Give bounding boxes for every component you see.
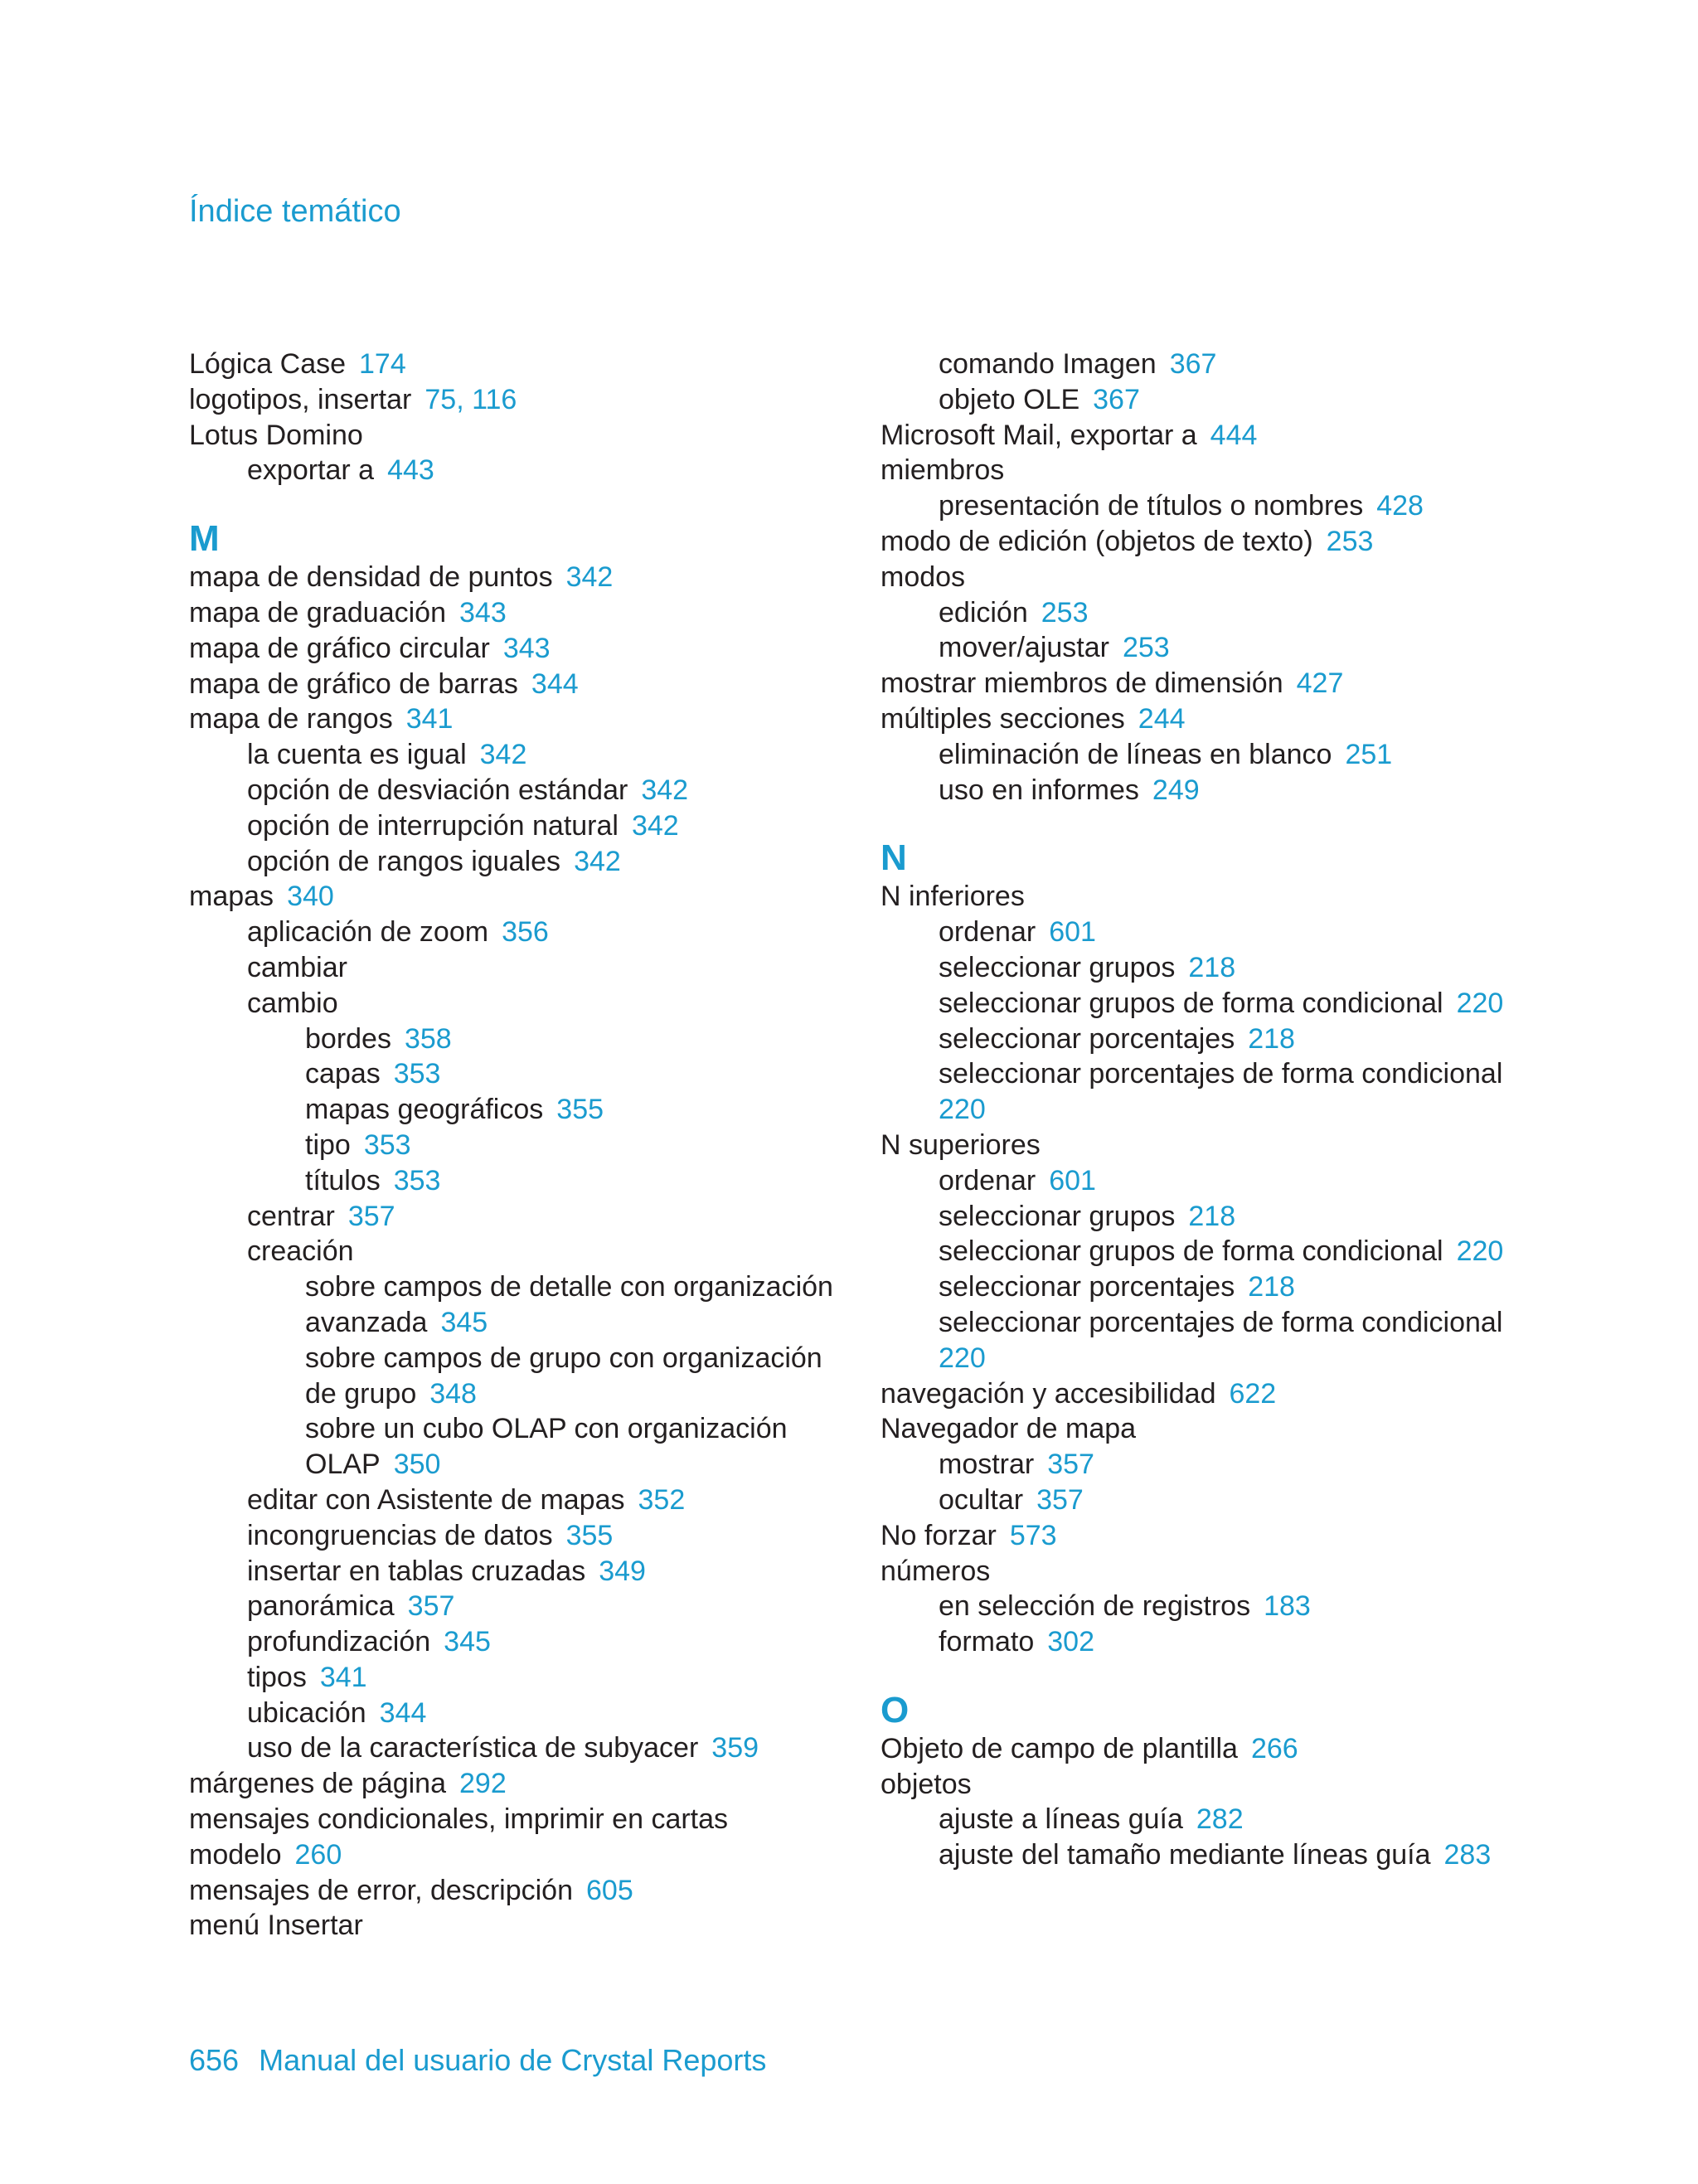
index-term: centrar bbox=[247, 1200, 335, 1232]
index-entry bbox=[881, 347, 1544, 382]
page-reference-link[interactable]: 249 bbox=[1152, 774, 1200, 806]
index-entry bbox=[189, 1128, 852, 1163]
index-term: seleccionar grupos de forma condicional bbox=[939, 987, 1443, 1019]
page-reference-link[interactable]: 367 bbox=[1169, 348, 1217, 380]
page-reference-link[interactable]: 342 bbox=[565, 561, 614, 594]
page-reference-link[interactable]: 353 bbox=[393, 1164, 441, 1196]
index-entry bbox=[881, 1128, 1544, 1163]
page-reference-link[interactable]: 349 bbox=[599, 1555, 646, 1587]
index-entry bbox=[189, 631, 852, 667]
index-entry bbox=[189, 1518, 852, 1554]
index-term: en selección de registros bbox=[939, 1590, 1251, 1623]
index-entry bbox=[881, 1837, 1544, 1873]
page-reference-link[interactable]: 352 bbox=[638, 1483, 686, 1516]
index-entry bbox=[881, 488, 1544, 524]
index-term: tipo bbox=[305, 1128, 351, 1161]
index-term: Lógica Case bbox=[189, 348, 347, 380]
page-footer bbox=[189, 2040, 766, 2081]
page-reference-link[interactable]: 283 bbox=[1443, 1839, 1492, 1871]
index-entry bbox=[881, 701, 1544, 737]
index-term: opción de interrupción natural bbox=[247, 809, 619, 842]
page-reference-link[interactable]: 220 bbox=[1456, 1235, 1504, 1268]
index-entry bbox=[189, 418, 852, 454]
index-entry bbox=[881, 453, 1544, 488]
page-number: 656 bbox=[189, 2043, 240, 2077]
index-entry bbox=[189, 1624, 852, 1660]
index-term: sobre campos de grupo con organización bbox=[305, 1342, 822, 1374]
index-entry bbox=[881, 1199, 1544, 1235]
index-entry bbox=[189, 1696, 852, 1731]
page-reference-link[interactable]: 357 bbox=[1047, 1449, 1094, 1481]
index-term: seleccionar grupos bbox=[939, 1200, 1176, 1232]
index-entry bbox=[881, 737, 1544, 773]
index-entry bbox=[881, 1092, 1544, 1128]
index-term: Navegador de mapa bbox=[881, 1413, 1137, 1445]
index-term: N superiores bbox=[881, 1128, 1041, 1161]
page-reference-link[interactable]: 355 bbox=[565, 1519, 614, 1551]
index-term: incongruencias de datos bbox=[247, 1519, 553, 1551]
index-entry bbox=[189, 1341, 852, 1376]
index-entry bbox=[189, 915, 852, 950]
index-column-left bbox=[189, 347, 852, 1944]
page-reference-link[interactable]: 220 bbox=[1456, 987, 1504, 1019]
index-entry bbox=[881, 382, 1544, 418]
index-entry bbox=[881, 950, 1544, 986]
index-term: números bbox=[881, 1555, 991, 1587]
index-entry bbox=[189, 1660, 852, 1696]
running-header: Índice temático bbox=[189, 194, 401, 229]
index-entry bbox=[881, 1305, 1544, 1341]
index-entry bbox=[881, 666, 1544, 701]
index-entry bbox=[881, 1056, 1544, 1092]
page-reference-link[interactable]: 357 bbox=[347, 1200, 395, 1232]
page-reference-link[interactable]: 218 bbox=[1188, 951, 1236, 983]
index-term: ordenar bbox=[939, 1164, 1036, 1196]
index-entry bbox=[189, 986, 852, 1022]
index-column-right bbox=[881, 347, 1544, 1873]
page-reference-link[interactable]: 266 bbox=[1250, 1732, 1298, 1764]
index-entry bbox=[189, 1908, 852, 1944]
index-term: Lotus Domino bbox=[189, 419, 363, 451]
index-term: uso de la característica de subyacer bbox=[247, 1732, 699, 1764]
index-term: insertar en tablas cruzadas bbox=[247, 1555, 586, 1587]
index-term: creación bbox=[247, 1235, 354, 1268]
index-entry bbox=[189, 773, 852, 808]
index-term: ajuste a líneas guía bbox=[939, 1803, 1183, 1836]
index-term: eliminación de líneas en blanco bbox=[939, 738, 1332, 770]
index-entry bbox=[189, 808, 852, 844]
index-entry bbox=[881, 879, 1544, 915]
page-reference-link[interactable]: 605 bbox=[586, 1874, 633, 1906]
page-reference-link[interactable]: 292 bbox=[459, 1768, 507, 1800]
index-entry bbox=[881, 524, 1544, 560]
index-term: ubicación bbox=[247, 1696, 366, 1729]
index-term: mapas geográficos bbox=[305, 1094, 544, 1126]
index-entry bbox=[189, 560, 852, 595]
page-reference-link[interactable]: 260 bbox=[294, 1838, 342, 1871]
index-term: ordenar bbox=[939, 916, 1036, 949]
index-term: logotipos, insertar bbox=[189, 383, 412, 415]
index-term: aplicación de zoom bbox=[247, 916, 489, 949]
page-reference-link[interactable]: 343 bbox=[502, 632, 551, 664]
index-term: mapas bbox=[189, 881, 274, 913]
index-term: navegación y accesibilidad bbox=[881, 1377, 1216, 1410]
page-reference-link[interactable]: 253 bbox=[1326, 525, 1374, 557]
index-entry bbox=[881, 1163, 1544, 1199]
page-reference-link[interactable]: 601 bbox=[1049, 916, 1096, 949]
index-entry bbox=[881, 1234, 1544, 1269]
page-reference-link[interactable]: 443 bbox=[387, 454, 434, 487]
index-term: de grupo bbox=[305, 1377, 417, 1410]
page-reference-link[interactable]: 344 bbox=[379, 1696, 427, 1729]
index-term: cambiar bbox=[247, 951, 347, 983]
index-entry bbox=[189, 595, 852, 631]
index-entry bbox=[189, 1730, 852, 1766]
index-entry bbox=[881, 1447, 1544, 1483]
page-reference-link[interactable]: 350 bbox=[393, 1449, 441, 1481]
index-entry bbox=[881, 915, 1544, 950]
page-reference-link[interactable]: 444 bbox=[1210, 419, 1258, 451]
page-reference-link[interactable]: 367 bbox=[1093, 383, 1140, 415]
page-reference-link[interactable]: 220 bbox=[939, 1094, 986, 1126]
index-entry bbox=[189, 1837, 852, 1873]
index-term: avanzada bbox=[305, 1306, 428, 1338]
index-term: ajuste del tamaño mediante líneas guía bbox=[939, 1839, 1431, 1871]
index-term: uso en informes bbox=[939, 774, 1139, 806]
index-entry bbox=[189, 1589, 852, 1624]
index-term: mostrar miembros de dimensión bbox=[881, 667, 1283, 700]
page-reference-link[interactable]: 573 bbox=[1009, 1519, 1057, 1551]
index-entry bbox=[881, 595, 1544, 631]
page-reference-link[interactable]: 622 bbox=[1229, 1377, 1277, 1410]
index-entry bbox=[881, 773, 1544, 808]
index-entry bbox=[881, 1341, 1544, 1376]
page-reference-link[interactable]: 75, 116 bbox=[424, 383, 517, 415]
page-reference-link[interactable]: 357 bbox=[407, 1590, 455, 1623]
index-term: seleccionar porcentajes de forma condicional bbox=[939, 1058, 1503, 1090]
index-entry bbox=[881, 986, 1544, 1022]
index-entry bbox=[881, 1269, 1544, 1305]
page-reference-link[interactable]: 356 bbox=[502, 916, 549, 949]
index-letter-heading: N bbox=[881, 837, 907, 879]
index-term: mensajes de error, descripción bbox=[189, 1874, 574, 1906]
index-term: opción de rangos iguales bbox=[247, 845, 561, 877]
index-term: presentación de títulos o nombres bbox=[939, 490, 1364, 522]
page-reference-link[interactable]: 251 bbox=[1345, 738, 1393, 770]
index-term: mapa de rangos bbox=[189, 703, 393, 735]
index-entry bbox=[881, 1376, 1544, 1412]
page-reference-link[interactable]: 355 bbox=[556, 1094, 604, 1126]
index-entry bbox=[189, 1873, 852, 1909]
page-reference-link[interactable]: 344 bbox=[531, 667, 579, 700]
index-entry bbox=[189, 453, 852, 488]
index-term: sobre campos de detalle con organización bbox=[305, 1271, 833, 1303]
index-term: N inferiores bbox=[881, 881, 1025, 913]
index-term: ocultar bbox=[939, 1483, 1024, 1516]
page-reference-link[interactable]: 342 bbox=[641, 774, 689, 806]
index-entry bbox=[189, 879, 852, 915]
index-entry bbox=[881, 630, 1544, 666]
index-term: títulos bbox=[305, 1164, 381, 1196]
index-entry bbox=[189, 1092, 852, 1128]
page-reference-link[interactable]: 174 bbox=[359, 348, 406, 380]
index-entry bbox=[189, 1802, 852, 1837]
page-reference-link[interactable]: 183 bbox=[1264, 1590, 1311, 1623]
index-entry bbox=[189, 1766, 852, 1802]
index-term: Objeto de campo de plantilla bbox=[881, 1732, 1238, 1764]
index-term: seleccionar grupos de forma condicional bbox=[939, 1235, 1443, 1268]
page-reference-link[interactable]: 218 bbox=[1248, 1022, 1295, 1055]
index-term: seleccionar porcentajes de forma condicional bbox=[939, 1306, 1503, 1338]
index-entry bbox=[189, 1269, 852, 1305]
index-term: exportar a bbox=[247, 454, 375, 487]
page-reference-link[interactable]: 343 bbox=[459, 596, 507, 629]
page-reference-link[interactable]: 359 bbox=[711, 1732, 759, 1764]
index-term: seleccionar porcentajes bbox=[939, 1022, 1235, 1055]
index-term: formato bbox=[939, 1626, 1035, 1658]
index-term: edición bbox=[939, 596, 1028, 629]
index-term: opción de desviación estándar bbox=[247, 774, 628, 806]
index-letter-heading: O bbox=[881, 1689, 910, 1730]
index-entry bbox=[189, 701, 852, 737]
page-reference-link[interactable]: 348 bbox=[429, 1377, 477, 1410]
index-term: Microsoft Mail, exportar a bbox=[881, 419, 1197, 451]
index-entry bbox=[881, 1411, 1544, 1447]
index-entry bbox=[189, 1447, 852, 1483]
index-term: OLAP bbox=[305, 1449, 381, 1481]
index-term: menú Insertar bbox=[189, 1910, 363, 1942]
index-entry bbox=[189, 1305, 852, 1341]
index-term: bordes bbox=[305, 1022, 391, 1055]
index-term: cambio bbox=[247, 987, 338, 1019]
index-entry bbox=[881, 1731, 1544, 1767]
index-term: capas bbox=[305, 1058, 381, 1090]
index-term: profundización bbox=[247, 1626, 431, 1658]
page-reference-link[interactable]: 253 bbox=[1041, 596, 1089, 629]
page-reference-link[interactable]: 353 bbox=[363, 1128, 411, 1161]
page-reference-link[interactable]: 345 bbox=[440, 1306, 488, 1338]
page-reference-link[interactable]: 282 bbox=[1196, 1803, 1244, 1836]
index-entry bbox=[189, 1056, 852, 1092]
index-entry bbox=[881, 1802, 1544, 1837]
index-entry bbox=[189, 1376, 852, 1412]
index-term: objeto OLE bbox=[939, 383, 1080, 415]
page-reference-link[interactable]: 353 bbox=[393, 1058, 441, 1090]
page-reference-link[interactable]: 357 bbox=[1036, 1483, 1084, 1516]
index-entry bbox=[189, 382, 852, 418]
page-reference-link[interactable]: 340 bbox=[287, 881, 334, 913]
index-entry bbox=[881, 1624, 1544, 1660]
index-entry bbox=[189, 1234, 852, 1269]
index-term: mapa de gráfico de barras bbox=[189, 667, 518, 700]
index-term: mapa de graduación bbox=[189, 596, 447, 629]
index-entry bbox=[189, 1199, 852, 1235]
index-term: seleccionar grupos bbox=[939, 951, 1176, 983]
page-reference-link[interactable]: 427 bbox=[1296, 667, 1344, 700]
page-reference-link[interactable]: 244 bbox=[1138, 702, 1186, 735]
index-entry bbox=[189, 950, 852, 986]
page-reference-link[interactable]: 253 bbox=[1122, 632, 1170, 664]
index-term: la cuenta es igual bbox=[247, 739, 467, 771]
index-term: modo de edición (objetos de texto) bbox=[881, 525, 1313, 557]
index-entry bbox=[881, 1589, 1544, 1624]
page-reference-link[interactable]: 428 bbox=[1376, 490, 1424, 522]
index-term: mostrar bbox=[939, 1449, 1035, 1481]
page-reference-link[interactable]: 341 bbox=[405, 703, 454, 735]
index-entry bbox=[189, 1163, 852, 1199]
page-reference-link[interactable]: 358 bbox=[404, 1022, 452, 1055]
index-term: sobre un cubo OLAP con organización bbox=[305, 1413, 788, 1445]
index-entry bbox=[189, 1411, 852, 1447]
index-entry bbox=[881, 1483, 1544, 1518]
index-term: modos bbox=[881, 561, 966, 593]
index-term: mapa de gráfico circular bbox=[189, 632, 490, 664]
index-term: seleccionar porcentajes bbox=[939, 1271, 1235, 1303]
index-entry bbox=[189, 1022, 852, 1057]
index-term: miembros bbox=[881, 454, 1005, 487]
index-entry bbox=[881, 1022, 1544, 1057]
index-term: mover/ajustar bbox=[939, 632, 1109, 664]
index-entry bbox=[881, 1554, 1544, 1589]
index-term: No forzar bbox=[881, 1519, 997, 1551]
index-term: objetos bbox=[881, 1768, 972, 1800]
index-entry bbox=[189, 347, 852, 382]
index-entry bbox=[189, 1483, 852, 1518]
index-term: panorámica bbox=[247, 1590, 395, 1623]
index-term: editar con Asistente de mapas bbox=[247, 1483, 625, 1516]
index-entry bbox=[881, 1767, 1544, 1803]
page-reference-link[interactable]: 342 bbox=[479, 739, 527, 771]
footer-title: Manual del usuario de Crystal Reports bbox=[259, 2043, 767, 2077]
index-term: mapa de densidad de puntos bbox=[189, 561, 553, 594]
index-letter-heading: M bbox=[189, 518, 220, 560]
page-reference-link[interactable]: 342 bbox=[574, 845, 621, 877]
index-entry bbox=[881, 418, 1544, 454]
page-reference-link[interactable]: 220 bbox=[939, 1342, 986, 1374]
index-term: modelo bbox=[189, 1838, 282, 1871]
page-reference-link[interactable]: 218 bbox=[1188, 1200, 1236, 1232]
page-reference-link[interactable]: 345 bbox=[444, 1626, 491, 1658]
page-reference-link[interactable]: 601 bbox=[1049, 1164, 1096, 1196]
index-term: mensajes condicionales, imprimir en cartas bbox=[189, 1803, 729, 1836]
index-entry bbox=[189, 667, 852, 702]
index-entry bbox=[189, 1554, 852, 1589]
page-reference-link[interactable]: 341 bbox=[319, 1661, 367, 1693]
page-reference-link[interactable]: 302 bbox=[1047, 1626, 1094, 1658]
page-reference-link[interactable]: 218 bbox=[1248, 1271, 1295, 1303]
index-term: márgenes de página bbox=[189, 1768, 447, 1800]
index-entry bbox=[881, 560, 1544, 595]
index-term: comando Imagen bbox=[939, 348, 1157, 380]
index-entry bbox=[189, 844, 852, 880]
index-term: múltiples secciones bbox=[881, 702, 1125, 735]
index-entry bbox=[189, 737, 852, 773]
index-entry bbox=[881, 1518, 1544, 1554]
page-reference-link[interactable]: 342 bbox=[631, 809, 679, 842]
index-term: tipos bbox=[247, 1661, 307, 1693]
